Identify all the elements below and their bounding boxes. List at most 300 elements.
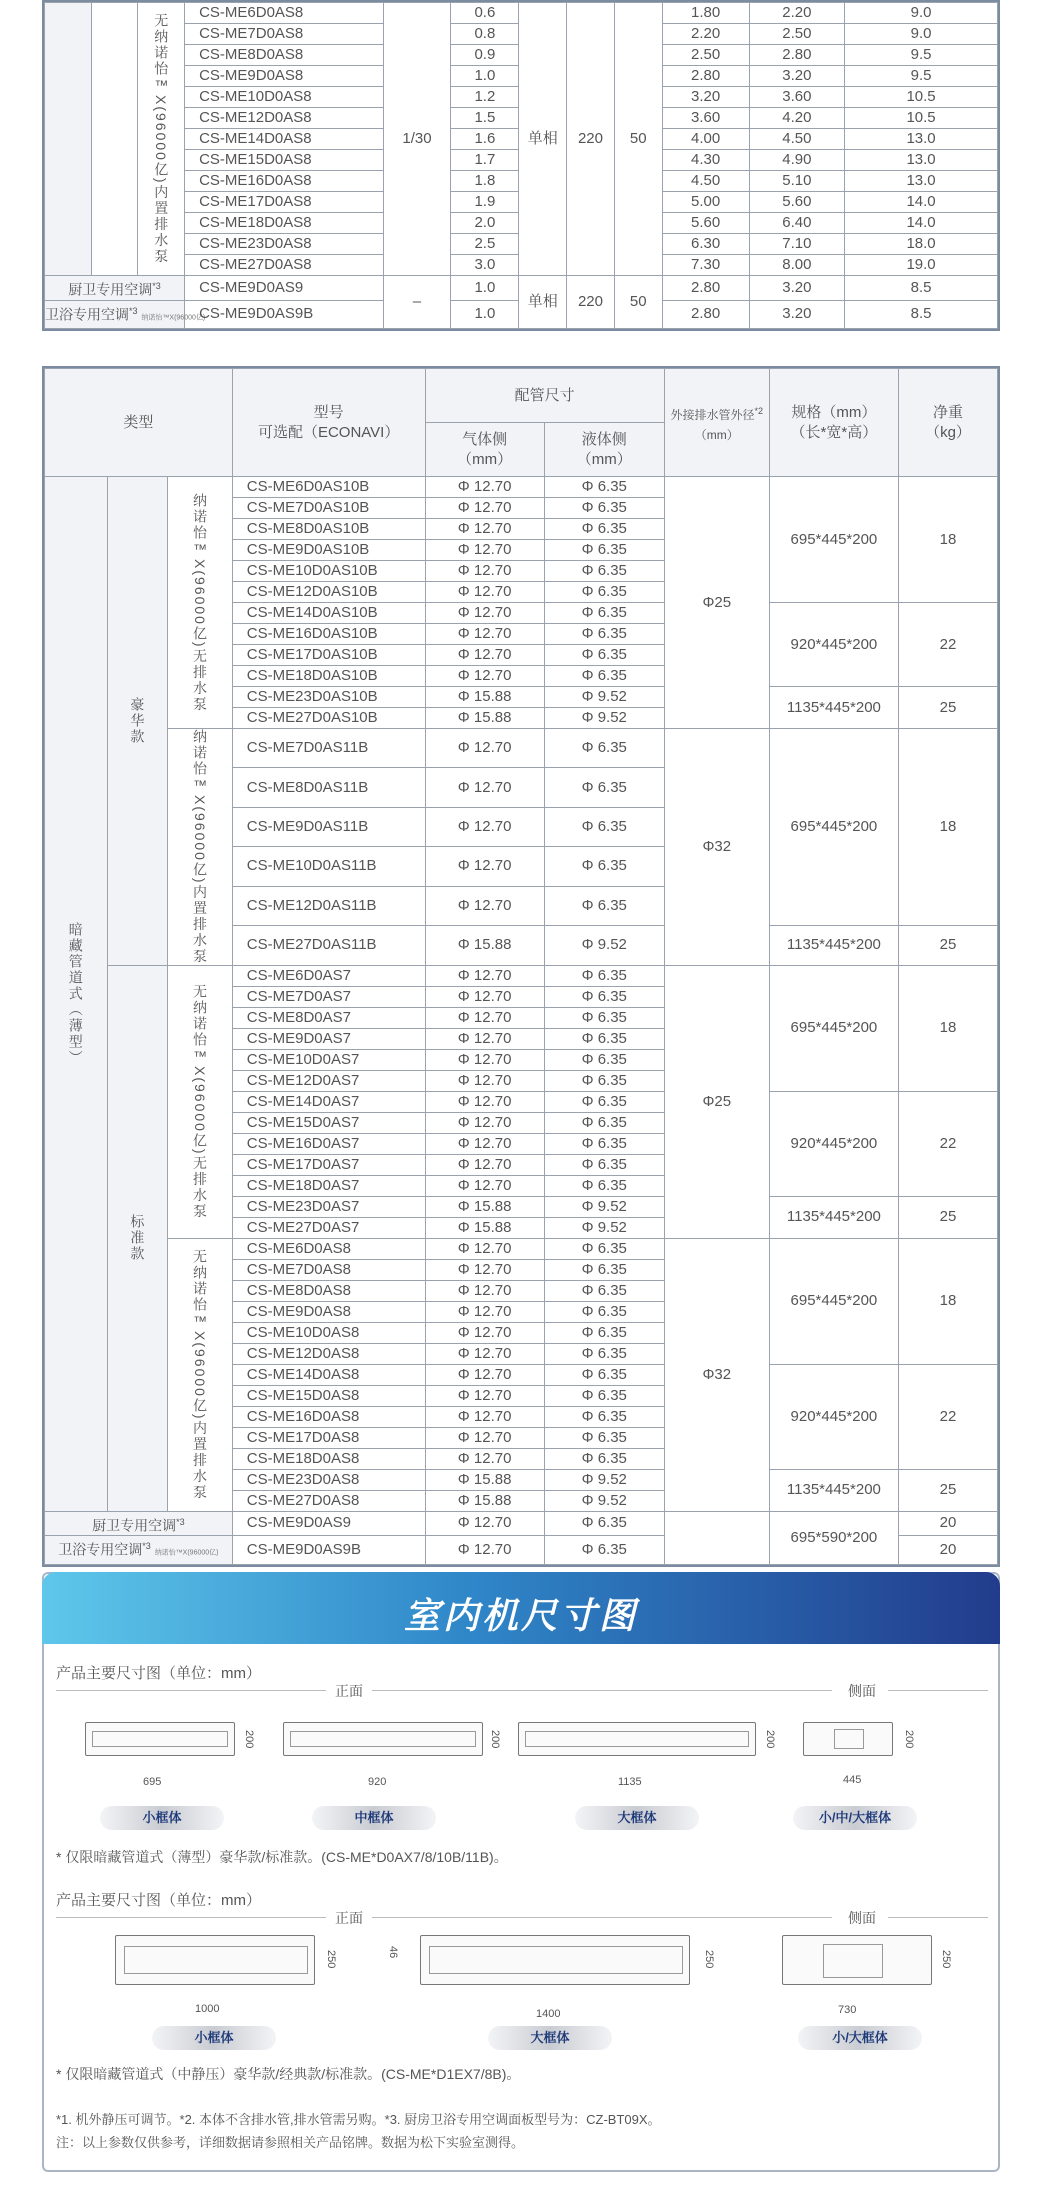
model-cell: CS-ME18D0AS10B (232, 666, 425, 687)
weight-cell: 18 (899, 965, 998, 1091)
weight-cell: 9.0 (845, 24, 998, 45)
weight-cell: 9.0 (845, 3, 998, 24)
table-row (45, 1511, 998, 1536)
gas-cell: Φ 12.70 (425, 1049, 544, 1070)
model-cell: CS-ME23D0AS7 (232, 1196, 425, 1217)
size-cell: 695*445*200 (769, 1238, 898, 1364)
model-cell: CS-ME17D0AS8 (185, 192, 383, 213)
model-cell: CS-ME9D0AS7 (232, 1028, 425, 1049)
gas-cell: Φ 15.88 (425, 708, 544, 729)
unit-large-front (518, 1722, 756, 1756)
weight-cell: 22 (899, 603, 998, 687)
model-cell: CS-ME8D0AS8 (185, 45, 383, 66)
liquid-cell: Φ 9.52 (544, 708, 664, 729)
table-row (45, 965, 998, 986)
drain-cell: Φ25 (664, 477, 769, 729)
gas-cell: Φ 12.70 (425, 886, 544, 925)
subgroup-label: 纳诺怡™X(96000亿)内置排水泵 (168, 729, 233, 966)
weight-cell: 18 (899, 1238, 998, 1364)
weight-cell: 13.0 (845, 171, 998, 192)
model-cell: CS-ME8D0AS7 (232, 1007, 425, 1028)
liquid-cell: Φ 6.35 (544, 1133, 664, 1154)
model-cell: CS-ME12D0AS8 (185, 108, 383, 129)
liquid-cell: Φ 9.52 (544, 926, 664, 965)
model-cell: CS-ME9D0AS9B (232, 1536, 425, 1565)
pill-small-2: 小框体 (152, 2026, 276, 2050)
hp-cell: 1.9 (451, 192, 519, 213)
weight-cell: 22 (899, 1091, 998, 1196)
pill-large-1: 大框体 (575, 1806, 699, 1830)
weight-cell: 20 (899, 1511, 998, 1536)
gas-cell: Φ 12.70 (425, 1154, 544, 1175)
subgroup-label: 纳诺怡™X(96000亿)无排水泵 (168, 477, 233, 729)
diagram2-title: 产品主要尺寸图（单位：mm） (56, 1892, 261, 1909)
model-cell: CS-ME10D0AS10B (232, 561, 425, 582)
liquid-cell: Φ 9.52 (544, 687, 664, 708)
liquid-cell: Φ 9.52 (544, 1196, 664, 1217)
model-cell: CS-ME15D0AS8 (185, 150, 383, 171)
model-cell: CS-ME9D0AS9 (232, 1511, 425, 1536)
size-cell: 695*445*200 (769, 477, 898, 603)
voltage-cell: 220 (567, 3, 615, 276)
model-cell: CS-ME27D0AS11B (232, 926, 425, 965)
header-pipe: 配管尺寸 (425, 369, 664, 423)
gas-cell: Φ 12.70 (425, 1133, 544, 1154)
unit-side-2 (782, 1935, 932, 1985)
liquid-cell: Φ 6.35 (544, 1049, 664, 1070)
gas-cell: Φ 15.88 (425, 926, 544, 965)
gas-cell: Φ 12.70 (425, 1112, 544, 1133)
model-cell: CS-ME23D0AS8 (232, 1469, 425, 1490)
hp-cell: 2.0 (451, 213, 519, 234)
table-row (45, 477, 998, 498)
liquid-cell: Φ 6.35 (544, 1028, 664, 1049)
liquid-cell: Φ 6.35 (544, 1343, 664, 1364)
model-cell: CS-ME17D0AS8 (232, 1427, 425, 1448)
hp-cell: 0.6 (451, 3, 519, 24)
gas-cell: Φ 15.88 (425, 1469, 544, 1490)
gas-cell: Φ 12.70 (425, 1301, 544, 1322)
hp-cell: 3.0 (451, 255, 519, 276)
model-cell: CS-ME8D0AS10B (232, 519, 425, 540)
cool-cell: 2.80 (662, 276, 749, 301)
weight-cell: 25 (899, 1469, 998, 1511)
dimension-banner (42, 1572, 1000, 1644)
model-cell: CS-ME16D0AS7 (232, 1133, 425, 1154)
model-cell: CS-ME14D0AS8 (185, 129, 383, 150)
gas-cell: Φ 12.70 (425, 1448, 544, 1469)
cool-cell: 2.50 (662, 45, 749, 66)
weight-cell: 18.0 (845, 234, 998, 255)
model-cell: CS-ME14D0AS10B (232, 603, 425, 624)
gas-cell: Φ 12.70 (425, 1511, 544, 1536)
hp-cell: 1.0 (451, 66, 519, 87)
weight-cell: 10.5 (845, 108, 998, 129)
gas-cell: Φ 12.70 (425, 1007, 544, 1028)
weight-cell: 14.0 (845, 192, 998, 213)
size-cell: 1135*445*200 (769, 687, 898, 729)
liquid-cell: Φ 6.35 (544, 1070, 664, 1091)
model-cell: CS-ME12D0AS7 (232, 1070, 425, 1091)
gas-cell: Φ 12.70 (425, 1070, 544, 1091)
gas-cell: Φ 12.70 (425, 1259, 544, 1280)
unit-medium-front (283, 1722, 483, 1756)
subgroup-label: 无纳诺怡™X(96000亿)内置排水泵 (168, 1238, 233, 1511)
heat-cell: 2.50 (749, 24, 845, 45)
note-1: * 仅限暗藏管道式（薄型）豪华款/标准款。(CS-ME*D0AX7/8/10B/11B)。 (56, 1849, 508, 1865)
subgroup-label: 无纳诺怡™X(96000亿)无排水泵 (168, 965, 233, 1238)
model-cell: CS-ME8D0AS11B (232, 768, 425, 807)
heat-cell: 5.10 (749, 171, 845, 192)
model-cell: CS-ME16D0AS8 (232, 1406, 425, 1427)
gas-cell: Φ 15.88 (425, 1490, 544, 1511)
model-cell: CS-ME9D0AS9B (185, 300, 383, 329)
model-cell: CS-ME7D0AS7 (232, 986, 425, 1007)
heat-cell: 3.20 (749, 66, 845, 87)
weight-cell: 9.5 (845, 66, 998, 87)
liquid-cell: Φ 6.35 (544, 540, 664, 561)
hp-cell: 0.8 (451, 24, 519, 45)
gas-cell: Φ 12.70 (425, 986, 544, 1007)
model-cell: CS-ME27D0AS10B (232, 708, 425, 729)
unit-side-1 (803, 1722, 893, 1756)
liquid-cell: Φ 6.35 (544, 1280, 664, 1301)
weight-cell: 19.0 (845, 255, 998, 276)
gas-cell: Φ 12.70 (425, 498, 544, 519)
diagram1-title: 产品主要尺寸图（单位：mm） (56, 1665, 261, 1682)
liquid-cell: Φ 6.35 (544, 561, 664, 582)
hp-cell: 2.5 (451, 234, 519, 255)
pill-large-2: 大框体 (488, 2026, 612, 2050)
voltage-cell: 220 (567, 276, 615, 329)
cool-cell: 1.80 (662, 3, 749, 24)
model-cell: CS-ME6D0AS8 (185, 3, 383, 24)
footnote-1: *1. 机外静压可调节。*2. 本体不含排水管,排水管需另购。*3. 厨房卫浴专用空调面板型号为：CZ-BT09X。 (56, 2112, 661, 2127)
gas-cell: Φ 15.88 (425, 687, 544, 708)
model-cell: CS-ME9D0AS8 (185, 66, 383, 87)
liquid-cell: Φ 9.52 (544, 1490, 664, 1511)
gas-cell: Φ 12.70 (425, 1091, 544, 1112)
gas-cell: Φ 12.70 (425, 582, 544, 603)
gas-cell: Φ 12.70 (425, 847, 544, 886)
liquid-cell: Φ 6.35 (544, 847, 664, 886)
dimension-title: 室内机尺寸图 (403, 1595, 638, 1636)
liquid-cell: Φ 6.35 (544, 965, 664, 986)
kitchen-label: 厨卫专用空调$^{*3}$ (45, 276, 185, 301)
model-cell: CS-ME15D0AS7 (232, 1112, 425, 1133)
liquid-cell: Φ 6.35 (544, 1175, 664, 1196)
hp-cell: 1.0 (451, 300, 519, 329)
liquid-cell: Φ 6.35 (544, 886, 664, 925)
model-cell: CS-ME7D0AS11B (232, 729, 425, 768)
pill-medium-1: 中框体 (312, 1806, 436, 1830)
weight-cell: 18 (899, 729, 998, 926)
cool-cell: 4.00 (662, 129, 749, 150)
model-cell: CS-ME9D0AS8 (232, 1301, 425, 1322)
side-label-2: 侧面 (848, 1910, 876, 1926)
cool-cell: 6.30 (662, 234, 749, 255)
pill-all-1: 小/中/大框体 (793, 1806, 917, 1830)
weight-cell: 8.5 (845, 300, 998, 329)
empty-cell (45, 3, 92, 276)
gas-cell: Φ 12.70 (425, 1028, 544, 1049)
cool-cell: 4.50 (662, 171, 749, 192)
header-model: 型号 可选配（ECONAVI） (232, 369, 425, 477)
gas-cell: Φ 12.70 (425, 1536, 544, 1565)
bath-label: 卫浴专用空调$^{*3}$ 纳诺怡™X(96000亿) (45, 1536, 233, 1565)
liquid-cell: Φ 6.35 (544, 1322, 664, 1343)
header-type: 类型 (45, 369, 233, 477)
bath-label: 卫浴专用空调$^{*3}$ 纳诺怡™X(96000亿) (45, 300, 185, 329)
group-label: 无纳诺怡™X(96000亿)内置排水泵 (138, 3, 185, 276)
pressure-cell: 1/30 (383, 3, 451, 276)
gas-cell: Φ 12.70 (425, 965, 544, 986)
model-cell: CS-ME10D0AS8 (232, 1322, 425, 1343)
gas-cell: Φ 12.70 (425, 540, 544, 561)
size-cell: 695*590*200 (769, 1511, 898, 1564)
gas-cell: Φ 12.70 (425, 603, 544, 624)
weight-cell: 10.5 (845, 87, 998, 108)
pill-smalllarge-2: 小/大框体 (798, 2026, 922, 2050)
liquid-cell: Φ 6.35 (544, 1238, 664, 1259)
liquid-cell: Φ 6.35 (544, 519, 664, 540)
liquid-cell: Φ 6.35 (544, 1154, 664, 1175)
model-cell: CS-ME10D0AS8 (185, 87, 383, 108)
hp-cell: 1.2 (451, 87, 519, 108)
size-cell: 1135*445*200 (769, 926, 898, 965)
liquid-cell: Φ 6.35 (544, 1385, 664, 1406)
size-cell: 695*445*200 (769, 965, 898, 1091)
heat-cell: 5.60 (749, 192, 845, 213)
model-cell: CS-ME27D0AS8 (232, 1490, 425, 1511)
liquid-cell: Φ 6.35 (544, 1364, 664, 1385)
category-label: 暗藏管道式（薄型） (45, 477, 108, 1512)
model-cell: CS-ME23D0AS10B (232, 687, 425, 708)
weight-cell: 13.0 (845, 150, 998, 171)
weight-cell: 20 (899, 1536, 998, 1565)
liquid-cell: Φ 6.35 (544, 582, 664, 603)
heat-cell: 4.20 (749, 108, 845, 129)
model-cell: CS-ME10D0AS7 (232, 1049, 425, 1070)
gas-cell: Φ 12.70 (425, 519, 544, 540)
model-cell: CS-ME7D0AS8 (185, 24, 383, 45)
liquid-cell: Φ 9.52 (544, 1469, 664, 1490)
liquid-cell: Φ 6.35 (544, 1427, 664, 1448)
liquid-cell: Φ 6.35 (544, 807, 664, 846)
weight-cell: 25 (899, 1196, 998, 1238)
kitchen-label: 厨卫专用空调$^{*3}$ (45, 1511, 233, 1536)
weight-cell: 13.0 (845, 129, 998, 150)
model-cell: CS-ME9D0AS10B (232, 540, 425, 561)
header-drain: 外接排水管外径$^{*2}$ （mm） (664, 369, 769, 477)
hp-cell: 1.7 (451, 150, 519, 171)
gas-cell: Φ 12.70 (425, 1427, 544, 1448)
front-label-2: 正面 (335, 1910, 363, 1926)
gas-cell: Φ 12.70 (425, 561, 544, 582)
liquid-cell: Φ 6.35 (544, 729, 664, 768)
header-weight: 净重 （kg） (899, 369, 998, 477)
model-cell: CS-ME23D0AS8 (185, 234, 383, 255)
heat-cell: 3.20 (749, 300, 845, 329)
size-cell: 1135*445*200 (769, 1196, 898, 1238)
liquid-cell: Φ 6.35 (544, 1091, 664, 1112)
spec-table-pipe (42, 366, 1000, 1567)
header-gas: 气体侧 （mm） (425, 423, 544, 477)
model-cell: CS-ME9D0AS9 (185, 276, 383, 301)
model-cell: CS-ME16D0AS10B (232, 624, 425, 645)
hp-cell: 1.6 (451, 129, 519, 150)
hp-cell: 1.5 (451, 108, 519, 129)
model-cell: CS-ME8D0AS8 (232, 1280, 425, 1301)
cool-cell: 5.60 (662, 213, 749, 234)
model-cell: CS-ME17D0AS7 (232, 1154, 425, 1175)
note-2: * 仅限暗藏管道式（中静压）豪华款/经典款/标准款。(CS-ME*D1EX7/8B)。 (56, 2066, 521, 2082)
liquid-cell: Φ 6.35 (544, 1536, 664, 1565)
header-liquid: 液体侧 （mm） (544, 423, 664, 477)
cool-cell: 4.30 (662, 150, 749, 171)
gas-cell: Φ 12.70 (425, 1364, 544, 1385)
model-cell: CS-ME7D0AS10B (232, 498, 425, 519)
table-row (45, 3, 998, 24)
hp-cell: 1.8 (451, 171, 519, 192)
drain-cell: Φ32 (664, 1238, 769, 1511)
cool-cell: 2.20 (662, 24, 749, 45)
front-label-1: 正面 (335, 1683, 363, 1699)
liquid-cell: Φ 6.35 (544, 768, 664, 807)
heat-cell: 7.10 (749, 234, 845, 255)
heat-cell: 4.50 (749, 129, 845, 150)
table-row (45, 1238, 998, 1259)
liquid-cell: Φ 6.35 (544, 986, 664, 1007)
weight-cell: 25 (899, 687, 998, 729)
liquid-cell: Φ 6.35 (544, 624, 664, 645)
heat-cell: 3.20 (749, 276, 845, 301)
size-cell: 920*445*200 (769, 1364, 898, 1469)
model-cell: CS-ME18D0AS8 (232, 1448, 425, 1469)
pressure-cell: – (383, 276, 451, 329)
model-cell: CS-ME18D0AS8 (185, 213, 383, 234)
gas-cell: Φ 12.70 (425, 729, 544, 768)
unit-small-front-2 (115, 1935, 315, 1985)
liquid-cell: Φ 6.35 (544, 1448, 664, 1469)
heat-cell: 3.60 (749, 87, 845, 108)
cool-cell: 7.30 (662, 255, 749, 276)
gas-cell: Φ 12.70 (425, 645, 544, 666)
model-cell: CS-ME16D0AS8 (185, 171, 383, 192)
empty-cell (91, 3, 138, 276)
heat-cell: 2.20 (749, 3, 845, 24)
model-cell: CS-ME6D0AS10B (232, 477, 425, 498)
freq-cell: 50 (614, 3, 662, 276)
model-cell: CS-ME27D0AS7 (232, 1217, 425, 1238)
cool-cell: 5.00 (662, 192, 749, 213)
liquid-cell: Φ 6.35 (544, 1007, 664, 1028)
deluxe-label: 豪华款 (107, 477, 168, 966)
gas-cell: Φ 12.70 (425, 1343, 544, 1364)
phase-cell: 单相 (519, 276, 567, 329)
gas-cell: Φ 12.70 (425, 1406, 544, 1427)
hp-cell: 0.9 (451, 45, 519, 66)
gas-cell: Φ 12.70 (425, 477, 544, 498)
gas-cell: Φ 12.70 (425, 1175, 544, 1196)
weight-cell: 14.0 (845, 213, 998, 234)
standard-label: 标准款 (107, 965, 168, 1511)
gas-cell: Φ 15.88 (425, 1217, 544, 1238)
spec-table-top (42, 0, 1000, 331)
drain-cell: Φ25 (664, 965, 769, 1238)
footnote-2: 注：以上参数仅供参考，详细数据请参照相关产品铭牌。数据为松下实验室测得。 (56, 2135, 525, 2150)
model-cell: CS-ME17D0AS10B (232, 645, 425, 666)
liquid-cell: Φ 6.35 (544, 498, 664, 519)
size-cell: 695*445*200 (769, 729, 898, 926)
model-cell: CS-ME27D0AS8 (185, 255, 383, 276)
model-cell: CS-ME14D0AS8 (232, 1364, 425, 1385)
liquid-cell: Φ 6.35 (544, 1301, 664, 1322)
model-cell: CS-ME9D0AS11B (232, 807, 425, 846)
header-size: 规格（mm） （长*宽*高） (769, 369, 898, 477)
size-cell: 920*445*200 (769, 1091, 898, 1196)
weight-cell: 9.5 (845, 45, 998, 66)
pill-small-1: 小框体 (100, 1806, 224, 1830)
side-label-1: 侧面 (848, 1683, 876, 1699)
gas-cell: Φ 12.70 (425, 1385, 544, 1406)
unit-small-front (85, 1722, 235, 1756)
model-cell: CS-ME6D0AS7 (232, 965, 425, 986)
liquid-cell: Φ 6.35 (544, 1406, 664, 1427)
model-cell: CS-ME12D0AS8 (232, 1343, 425, 1364)
heat-cell: 2.80 (749, 45, 845, 66)
heat-cell: 6.40 (749, 213, 845, 234)
weight-cell: 25 (899, 926, 998, 965)
gas-cell: Φ 12.70 (425, 666, 544, 687)
model-cell: CS-ME12D0AS11B (232, 886, 425, 925)
table-row (45, 729, 998, 768)
weight-cell: 18 (899, 477, 998, 603)
liquid-cell: Φ 6.35 (544, 1112, 664, 1133)
liquid-cell: Φ 6.35 (544, 477, 664, 498)
liquid-cell: Φ 6.35 (544, 666, 664, 687)
cool-cell: 2.80 (662, 66, 749, 87)
weight-cell: 8.5 (845, 276, 998, 301)
size-cell: 1135*445*200 (769, 1469, 898, 1511)
model-cell: CS-ME6D0AS8 (232, 1238, 425, 1259)
model-cell: CS-ME12D0AS10B (232, 582, 425, 603)
gas-cell: Φ 12.70 (425, 807, 544, 846)
cool-cell: 3.20 (662, 87, 749, 108)
phase-cell: 单相 (519, 3, 567, 276)
unit-large-front-2 (420, 1935, 690, 1985)
hp-cell: 1.0 (451, 276, 519, 301)
model-cell: CS-ME7D0AS8 (232, 1259, 425, 1280)
model-cell: CS-ME18D0AS7 (232, 1175, 425, 1196)
empty-cell (664, 1511, 769, 1564)
heat-cell: 4.90 (749, 150, 845, 171)
liquid-cell: Φ 6.35 (544, 1259, 664, 1280)
liquid-cell: Φ 6.35 (544, 1511, 664, 1536)
cool-cell: 3.60 (662, 108, 749, 129)
gas-cell: Φ 12.70 (425, 624, 544, 645)
drain-cell: Φ32 (664, 729, 769, 966)
model-cell: CS-ME14D0AS7 (232, 1091, 425, 1112)
gas-cell: Φ 12.70 (425, 768, 544, 807)
heat-cell: 8.00 (749, 255, 845, 276)
gas-cell: Φ 12.70 (425, 1238, 544, 1259)
table-row (45, 276, 998, 301)
cool-cell: 2.80 (662, 300, 749, 329)
freq-cell: 50 (614, 276, 662, 329)
liquid-cell: Φ 9.52 (544, 1217, 664, 1238)
liquid-cell: Φ 6.35 (544, 645, 664, 666)
